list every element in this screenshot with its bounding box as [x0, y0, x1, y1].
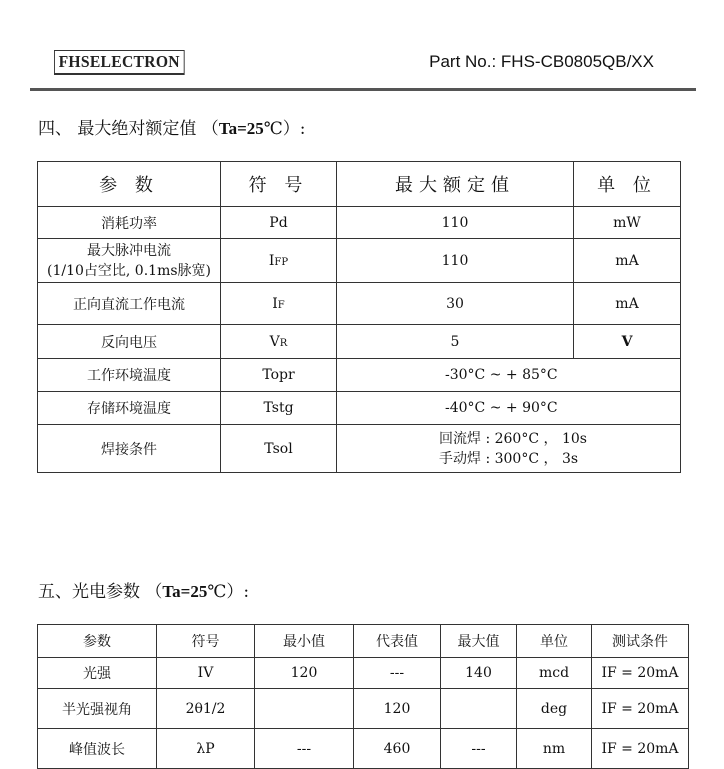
cell-symbol: 2θ1/2 — [157, 689, 255, 729]
table-header-row — [38, 625, 689, 658]
cell-unit: mW — [574, 207, 681, 239]
table-row — [38, 239, 681, 283]
table-header-row — [38, 162, 681, 207]
col-header-symbol: 符 号 — [221, 162, 337, 207]
cell-min: --- — [255, 729, 354, 769]
cell-symbol: Tstg — [221, 392, 337, 425]
cell-symbol: IV — [157, 658, 255, 689]
col-header-max-rating: 最大额定值 — [337, 162, 574, 207]
table-row — [38, 359, 681, 392]
cell-condition: IF = 20mA — [592, 729, 689, 769]
col-header-typ: 代表值 — [354, 625, 441, 658]
cell-value: 30 — [337, 283, 574, 325]
col-header-min: 最小值 — [255, 625, 354, 658]
table-row — [38, 729, 689, 769]
cell-unit: mcd — [517, 658, 592, 689]
cell-condition: IF = 20mA — [592, 658, 689, 689]
cell-unit: nm — [517, 729, 592, 769]
cell-symbol: Topr — [221, 359, 337, 392]
cell-max: 140 — [441, 658, 517, 689]
cell-value: 110 — [337, 239, 574, 283]
table-row — [38, 392, 681, 425]
col-header-param: 参数 — [38, 625, 157, 658]
cell-symbol: VR — [221, 325, 337, 359]
col-header-unit: 单位 — [517, 625, 592, 658]
cell-param: 峰值波长 — [38, 729, 157, 769]
col-header-param: 参 数 — [38, 162, 221, 207]
company-logo: FHSELECTRON — [54, 50, 184, 75]
cell-typ: --- — [354, 658, 441, 689]
cell-symbol: IFP — [221, 239, 337, 283]
cell-typ: 120 — [354, 689, 441, 729]
cell-param: 焊接条件 — [38, 425, 221, 473]
cell-unit: deg — [517, 689, 592, 729]
section5-title: 五、光电参数 （Ta=25℃）: — [38, 582, 250, 602]
section4-title: 四、 最大绝对额定值 （Ta=25℃）: — [38, 119, 306, 139]
cell-min: 120 — [255, 658, 354, 689]
cell-value: 110 — [337, 207, 574, 239]
table-row — [38, 689, 689, 729]
col-header-max: 最大值 — [441, 625, 517, 658]
cell-max: --- — [441, 729, 517, 769]
cell-param: 存储环境温度 — [38, 392, 221, 425]
cell-param: 消耗功率 — [38, 207, 221, 239]
col-header-symbol: 符号 — [157, 625, 255, 658]
cell-max — [441, 689, 517, 729]
cell-symbol: Tsol — [221, 425, 337, 473]
cell-param: 工作环境温度 — [38, 359, 221, 392]
col-header-unit: 单 位 — [574, 162, 681, 207]
cell-condition: IF = 20mA — [592, 689, 689, 729]
cell-symbol: Pd — [221, 207, 337, 239]
table-row — [38, 658, 689, 689]
cell-unit: mA — [574, 283, 681, 325]
cell-value: -30°C ~ + 85°C — [337, 359, 681, 392]
table-row — [38, 207, 681, 239]
cell-value: 5 — [337, 325, 574, 359]
cell-param: 半光强视角 — [38, 689, 157, 729]
cell-value: 回流焊 : 260°C ， 10s 手动焊 : 300°C ， 3s — [337, 425, 681, 473]
cell-typ: 460 — [354, 729, 441, 769]
cell-unit: mA — [574, 239, 681, 283]
cell-min — [255, 689, 354, 729]
cell-value: -40°C ~ + 90°C — [337, 392, 681, 425]
cell-symbol: λP — [157, 729, 255, 769]
absolute-max-ratings-table — [37, 161, 681, 473]
table-row — [38, 325, 681, 359]
electro-optical-table — [37, 624, 689, 769]
cell-param: 反向电压 — [38, 325, 221, 359]
table-row — [38, 283, 681, 325]
cell-param: 光强 — [38, 658, 157, 689]
header-divider — [30, 88, 696, 91]
cell-param: 正向直流工作电流 — [38, 283, 221, 325]
cell-param: 最大脉冲电流 (1/10占空比, 0.1ms脉宽) — [38, 239, 221, 283]
cell-unit: V — [574, 325, 681, 359]
col-header-condition: 测试条件 — [592, 625, 689, 658]
cell-symbol: IF — [221, 283, 337, 325]
part-number: Part No.: FHS-CB0805QB/XX — [429, 52, 654, 71]
table-row — [38, 425, 681, 473]
